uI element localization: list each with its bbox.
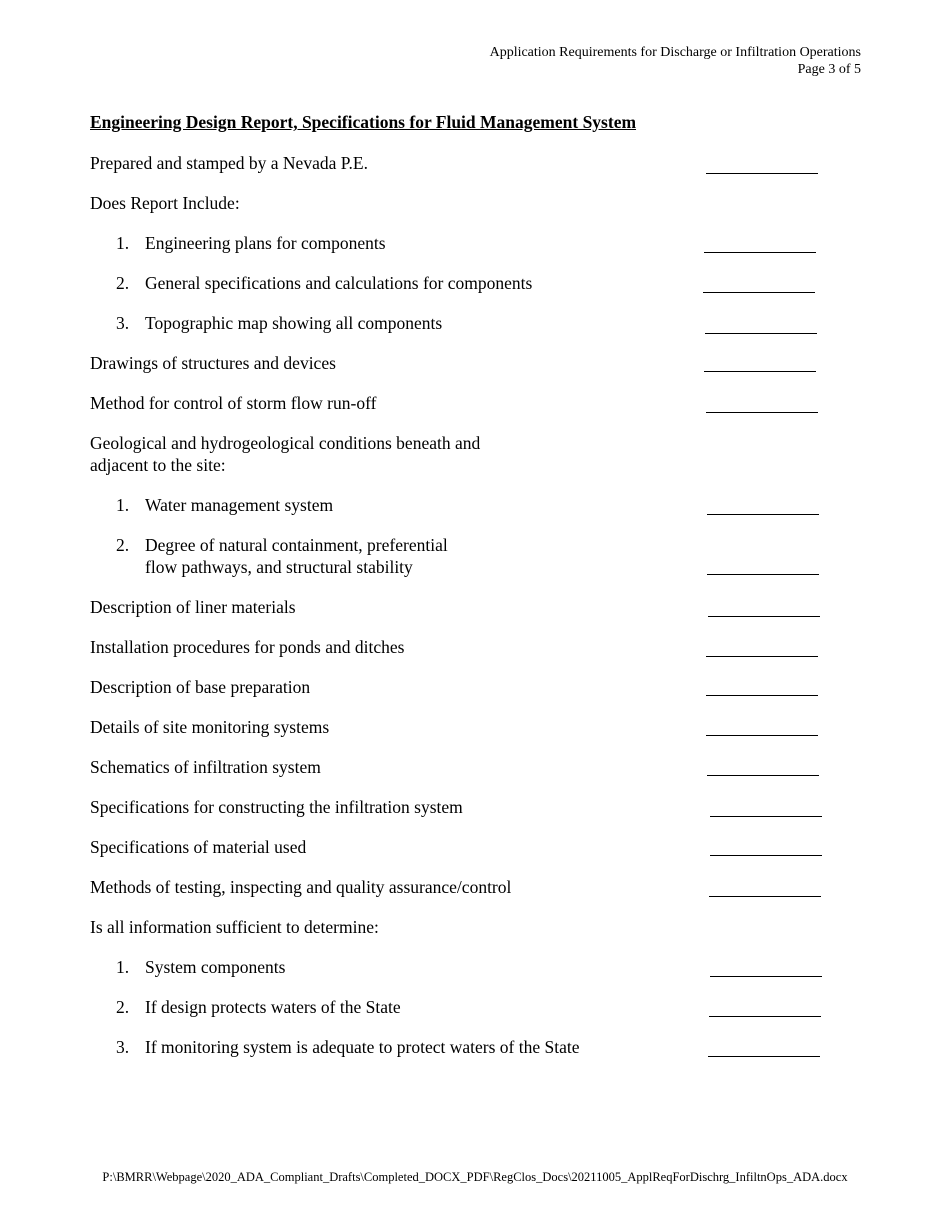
item-text: Schematics of infiltration system <box>90 757 321 777</box>
item-number: 1. <box>116 233 130 253</box>
header-doc-title: Application Requirements for Discharge or Infiltration Operations <box>489 45 861 60</box>
item-text: Does Report Include: <box>90 193 240 213</box>
item-number: 2. <box>116 273 130 293</box>
item-text: Installation procedures for ponds and ditches <box>90 637 405 657</box>
item-number: 2. <box>116 997 130 1017</box>
item-text: Prepared and stamped by a Nevada P.E. <box>90 153 368 173</box>
item-text: Details of site monitoring systems <box>90 717 330 737</box>
item-text: Is all information sufficient to determine: <box>90 917 379 937</box>
answer-blank[interactable] <box>707 775 819 776</box>
item-text: Description of liner materials <box>90 597 296 617</box>
answer-blank[interactable] <box>706 735 818 736</box>
item-number: 2. <box>116 535 130 555</box>
item-text: If design protects waters of the State <box>145 997 401 1017</box>
answer-blank[interactable] <box>706 173 818 174</box>
answer-blank[interactable] <box>707 574 819 575</box>
item-text-line1: Geological and hydrogeological conditions beneath and <box>90 433 481 453</box>
item-number: 1. <box>116 495 130 515</box>
item-text: Engineering plans for components <box>145 233 386 253</box>
item-text: Methods of testing, inspecting and quality assurance/control <box>90 877 512 897</box>
item-text: Method for control of storm flow run-off <box>90 393 377 413</box>
item-text: Specifications for constructing the infiltration system <box>90 797 463 817</box>
answer-blank[interactable] <box>706 656 818 657</box>
answer-blank[interactable] <box>709 1016 821 1017</box>
answer-blank[interactable] <box>706 695 818 696</box>
answer-blank[interactable] <box>708 1056 820 1057</box>
answer-blank[interactable] <box>708 616 820 617</box>
answer-blank[interactable] <box>704 252 816 253</box>
item-text: Drawings of structures and devices <box>90 353 336 373</box>
item-text: Topographic map showing all components <box>145 313 443 333</box>
item-text: Specifications of material used <box>90 837 307 857</box>
answer-blank[interactable] <box>703 292 815 293</box>
answer-blank[interactable] <box>707 514 819 515</box>
item-text: Water management system <box>145 495 334 515</box>
item-text-line2: adjacent to the site: <box>90 455 226 475</box>
footer-file-path: P:\BMRR\Webpage\2020_ADA_Compliant_Drafts\Completed_DOCX_PDF\RegClos_Docs\20211005_ApplReqForDischrg_InfiltnOps_ADA.docx <box>102 1170 848 1184</box>
answer-blank[interactable] <box>710 855 822 856</box>
answer-blank[interactable] <box>705 333 817 334</box>
item-text: General specifications and calculations for components <box>145 273 533 293</box>
item-text: System components <box>145 957 286 977</box>
answer-blank[interactable] <box>706 412 818 413</box>
item-number: 3. <box>116 1037 130 1057</box>
item-number: 3. <box>116 313 130 333</box>
item-text-line2: flow pathways, and structural stability <box>145 557 413 577</box>
item-text: Description of base preparation <box>90 677 311 697</box>
item-text: If monitoring system is adequate to protect waters of the State <box>145 1037 580 1057</box>
header-page-label: Page 3 of 5 <box>797 62 861 77</box>
answer-blank[interactable] <box>704 371 816 372</box>
answer-blank[interactable] <box>709 896 821 897</box>
item-number: 1. <box>116 957 130 977</box>
item-text-line1: Degree of natural containment, preferential <box>145 535 448 555</box>
section-title: Engineering Design Report, Specifications for Fluid Management System <box>90 112 637 132</box>
page-header <box>490 44 861 78</box>
answer-blank[interactable] <box>710 976 822 977</box>
answer-blank[interactable] <box>710 816 822 817</box>
